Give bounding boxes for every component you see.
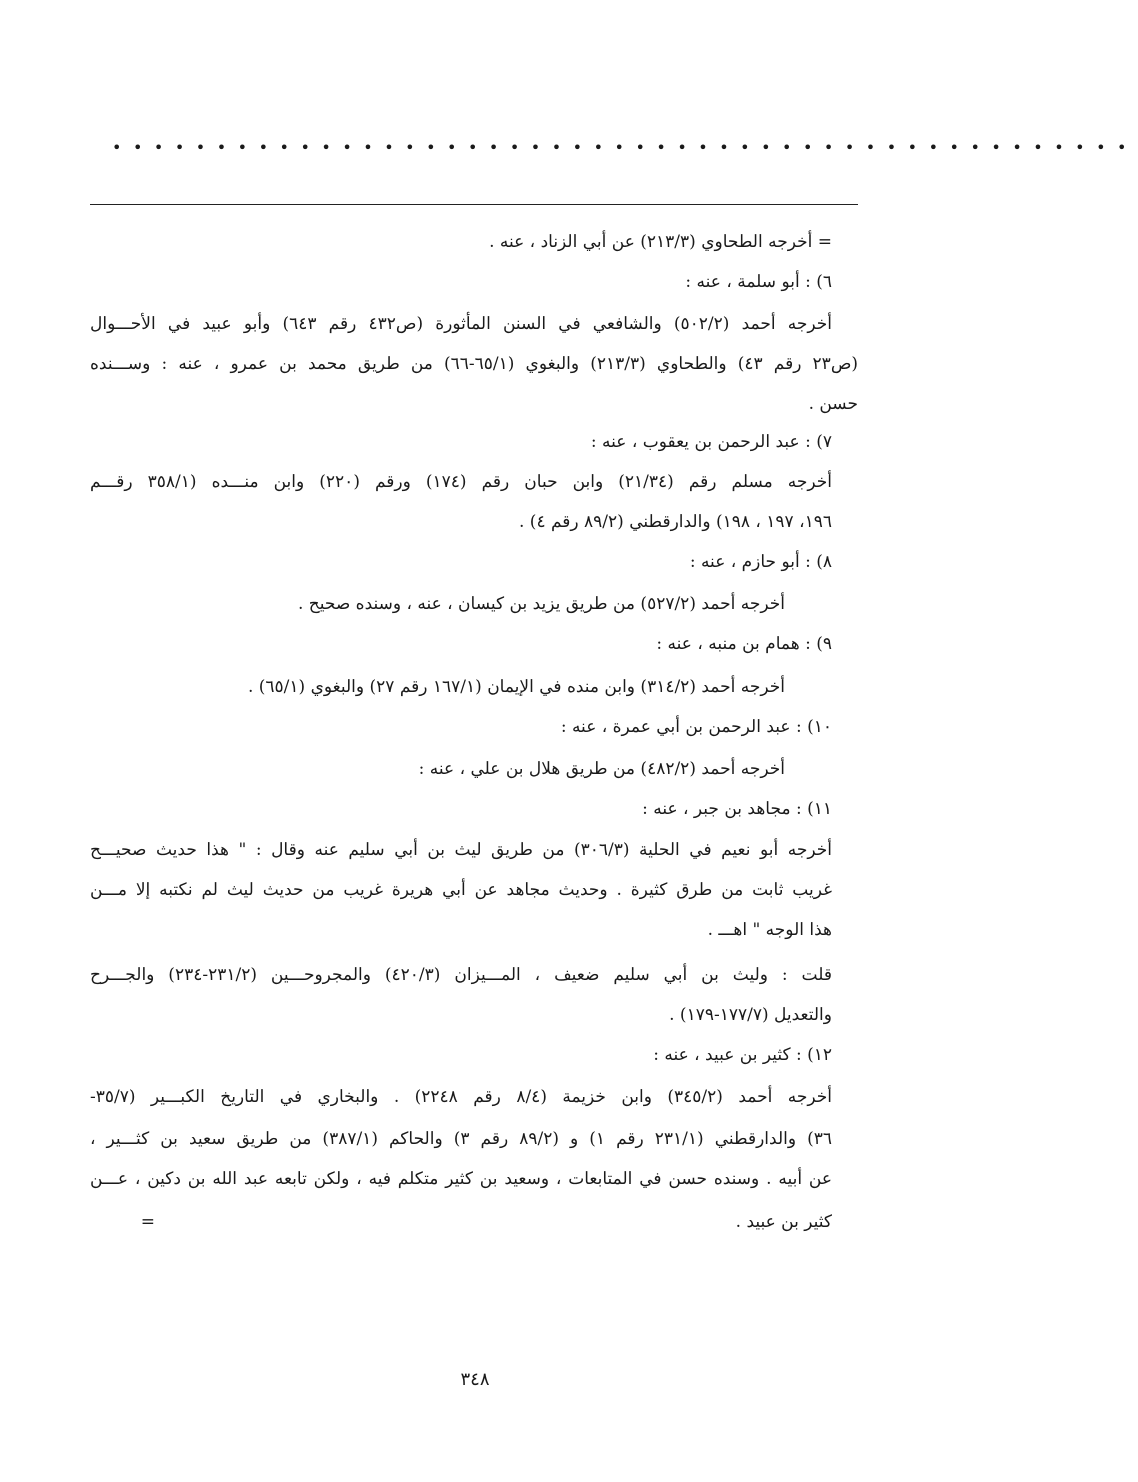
footnote-line: ١٩٦، ١٩٧ ، ١٩٨) والدارقطني (٨٩/٢ رقم ٤) . — [518, 512, 832, 532]
continuation-mark: = — [140, 1212, 155, 1232]
footnote-heading: ١٢) : كثير بن عبيد ، عنه : — [653, 1045, 832, 1065]
footnote-heading: ٨) : أبو حازم ، عنه : — [689, 552, 832, 572]
footnote-line: حسن . — [808, 394, 858, 414]
footnote-heading: ٦) : أبو سلمة ، عنه : — [685, 272, 832, 292]
footnote-line: أخرجه أحمد (٣١٤/٢) وابن منده في الإيمان (١٦٧/١ رقم ٢٧) والبغوي (٦٥/١) . — [247, 677, 785, 697]
footnote-line: ٣٦) والدارقطني (٢٣١/١ رقم ١) و (٨٩/٢ رقم ٣) والحاكم (٣٨٧/١) من طريق سعيد بن كثـــير ، — [90, 1129, 832, 1149]
footnote-line: عن أبيه . وسنده حسن في المتابعات ، وسعيد بن كثير متكلم فيه ، ولكن تابعه عبد الله بن دكين ، عـــن — [90, 1169, 832, 1189]
footnote-heading: ٧) : عبد الرحمن بن يعقوب ، عنه : — [590, 432, 832, 452]
footnote-line: أخرجه مسلم رقم (٢١/٣٤) وابن حبان رقم (١٧٤) ورقم (٢٢٠) وابن منـــده (٣٥٨/١ رقـــم — [90, 472, 833, 492]
footnote-line: والتعديل (١٧٧/٧-١٧٩) . — [669, 1005, 832, 1025]
footnote-line: قلت : وليث بن أبي سليم ضعيف ، المـــيزان (٤٢٠/٣) والمجروحـــين (٢٣١/٢-٢٣٤) والجـــرح — [90, 965, 833, 985]
footnote-line: أخرجه أحمد (٣٤٥/٢) وابن خزيمة (٨/٤ رقم ٢٢٤٨) . والبخاري في التاريخ الكبـــير (٣٥/٧- — [90, 1087, 832, 1107]
footnote-line: غريب ثابت من طرق كثيرة . وحديث مجاهد عن أبي هريرة غريب من حديث ليث لم نكتبه إلا مـــن — [90, 880, 832, 900]
footnote-rule — [90, 204, 858, 205]
footnote-heading: ١٠) : عبد الرحمن بن أبي عمرة ، عنه : — [560, 717, 832, 737]
footnote-line: كثير بن عبيد . — [735, 1212, 832, 1232]
footnote-line: (ص٢٣ رقم ٤٣) والطحاوي (٢١٣/٣) والبغوي (٦٥/١-٦٦) من طريق محمد بن عمرو ، عنه : وســـنده — [90, 354, 858, 374]
footnote-line: أخرجه أبو نعيم في الحلية (٣٠٦/٣) من طريق ليث بن أبي سليم عنه وقال : " هذا حديث صحيـــح — [90, 840, 833, 860]
footnote-line: أخرجه أحمد (٥٢٧/٢) من طريق يزيد بن كيسان ، عنه ، وسنده صحيح . — [297, 594, 785, 614]
separator-dots: ••••••••••••••••••••••••••••••••••••••••••••••••• — [112, 138, 1138, 157]
footnote-line: هذا الوجه " اهـــ . — [707, 920, 832, 940]
footnote-heading: ٩) : همام بن منبه ، عنه : — [656, 634, 832, 654]
footnote-line: أخرجه أحمد (٥٠٢/٢) والشافعي في السنن المأثورة (ص٤٣٢ رقم ٦٤٣) وأبو عبيد في الأحـــوال — [90, 314, 832, 334]
page-number: ٣٤٨ — [460, 1369, 490, 1390]
footnote-line: أخرجه أحمد (٤٨٢/٢) من طريق هلال بن علي ، عنه : — [418, 759, 785, 779]
footnote-line: = أخرجه الطحاوي (٢١٣/٣) عن أبي الزناد ، عنه . — [489, 232, 832, 252]
footnote-heading: ١١) : مجاهد بن جبر ، عنه : — [642, 799, 832, 819]
